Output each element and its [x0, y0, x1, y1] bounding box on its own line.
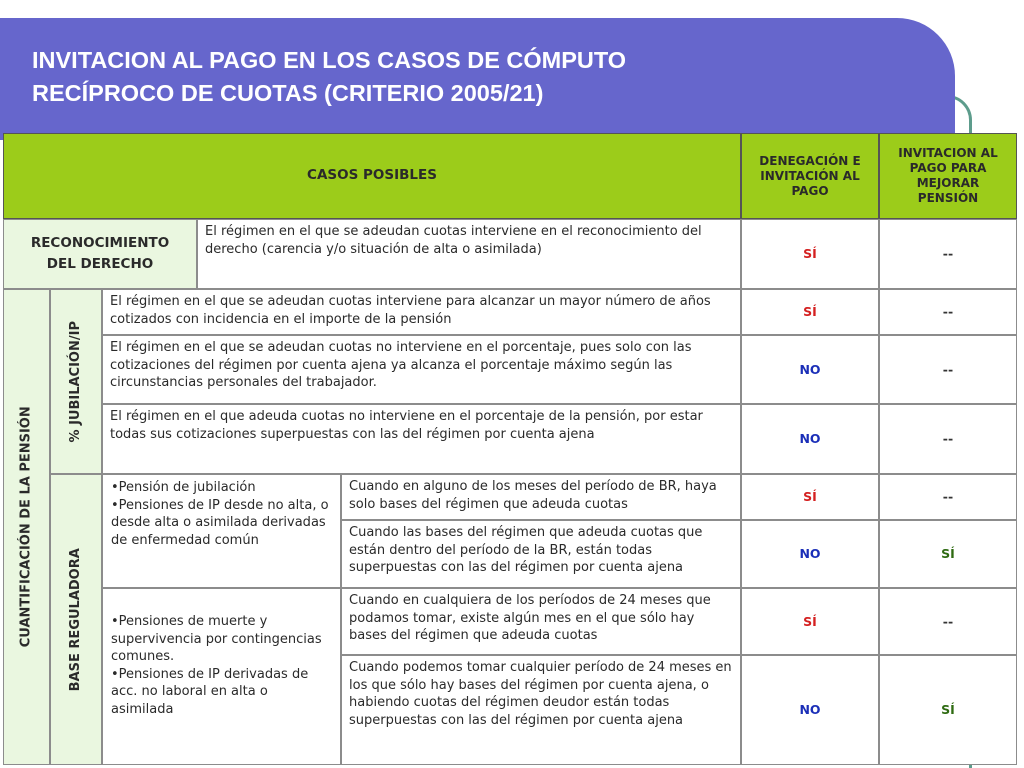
header-denial-label: DENEGACIÓN E INVITACIÓN AL PAGO [759, 153, 861, 198]
base-group-1-row-1-denial: SÍ [741, 474, 879, 520]
base-label-text: BASE REGULADORA [68, 547, 84, 692]
base-group-2-row-1-text: Cuando en cualquiera de los períodos de 24 meses que podamos tomar, existe algún mes en el que sólo hay bases del régimen que adeuda cuotas [341, 588, 741, 655]
percent-label-text: % JUBILACIÓN/IP [68, 320, 84, 443]
recognition-improve-value: -- [879, 219, 1017, 289]
quantification-label-text: CUANTIFICACIÓN DE LA PENSIÓN [18, 406, 34, 648]
recognition-label [3, 219, 197, 289]
header-improve-label: INVITACION AL PAGO PARA MEJORAR PENSIÓN [898, 146, 998, 205]
base-group-1-row-2-denial: NO [741, 520, 879, 588]
base-group-1-row-2-improve: SÍ [879, 520, 1017, 588]
criteria-table [3, 133, 1017, 765]
slide-title-line-1: INVITACION AL PAGO EN LOS CASOS DE CÓMPUTO [32, 47, 627, 73]
header-denial [741, 133, 879, 219]
percent-row-1-text: El régimen en el que se adeudan cuotas interviene para alcanzar un mayor número de años cotizados con incidencia en el importe de la pensión [102, 289, 741, 335]
recognition-label-line-1: RECONOCIMIENTO [30, 235, 170, 251]
percent-row-2-improve: -- [879, 335, 1017, 404]
base-group-2-bullet-2: •Pensiones de IP derivadas de acc. no laboral en alta o asimilada [111, 666, 309, 717]
percent-row-3-text: El régimen en el que adeuda cuotas no interviene en el porcentaje de la pensión, por estar todas sus cotizaciones superpuestas con las del régimen por cuenta ajena [102, 404, 741, 474]
percent-row-1-denial: SÍ [741, 289, 879, 335]
percent-row-2-text: El régimen en el que se adeudan cuotas no interviene en el porcentaje, pues solo con las cotizaciones del régimen por cuenta ajena ya alcanza el porcentaje máximo según las circunstancias personales del trabajador. [102, 335, 741, 404]
base-label [50, 474, 102, 765]
recognition-text: El régimen en el que se adeudan cuotas interviene en el reconocimiento del derecho (carencia y/o situación de alta o asimilada) [197, 219, 741, 289]
base-group-2-row-2-denial: NO [741, 655, 879, 765]
percent-row-2-denial: NO [741, 335, 879, 404]
recognition-denial-value: SÍ [741, 219, 879, 289]
base-group-2-row-2-text: Cuando podemos tomar cualquier período de 24 meses en los que sólo hay bases del régimen por cuenta ajena, o habiendo cuotas del régimen deudor están todas superpuestas con las del régimen por cuenta ajena [341, 655, 741, 765]
base-group-2-pensions [102, 588, 341, 765]
base-group-1-row-1-text: Cuando en alguno de los meses del período de BR, haya solo bases del régimen que adeuda cuotas [341, 474, 741, 520]
base-group-2-row-2-improve: SÍ [879, 655, 1017, 765]
base-group-1-pensions [102, 474, 341, 588]
base-group-2-bullet-1: •Pensiones de muerte y supervivencia por contingencias comunes. [111, 614, 322, 664]
slide-title [32, 44, 912, 110]
recognition-label-line-2: DEL DERECHO [46, 256, 154, 272]
quantification-label [3, 289, 50, 765]
percent-row-1-improve: -- [879, 289, 1017, 335]
percent-row-3-denial: NO [741, 404, 879, 474]
percent-row-3-improve: -- [879, 404, 1017, 474]
base-group-1-bullet-1: •Pensión de jubilación [111, 480, 256, 495]
base-group-2-row-1-improve: -- [879, 588, 1017, 655]
header-cases [3, 133, 741, 219]
header-cases-label: CASOS POSIBLES [307, 167, 437, 184]
header-improve [879, 133, 1017, 219]
base-group-1-row-1-improve: -- [879, 474, 1017, 520]
base-group-1-bullet-2: •Pensiones de IP desde no alta, o desde alta o asimilada derivadas de enfermedad común [111, 497, 329, 548]
slide-title-line-2: RECÍPROCO DE CUOTAS (CRITERIO 2005/21) [32, 80, 544, 106]
base-group-1-row-2-text: Cuando las bases del régimen que adeuda cuotas que están dentro del período de la BR, están todas superpuestas con las del régimen por cuenta ajena [341, 520, 741, 588]
base-group-2-row-1-denial: SÍ [741, 588, 879, 655]
percent-label [50, 289, 102, 474]
